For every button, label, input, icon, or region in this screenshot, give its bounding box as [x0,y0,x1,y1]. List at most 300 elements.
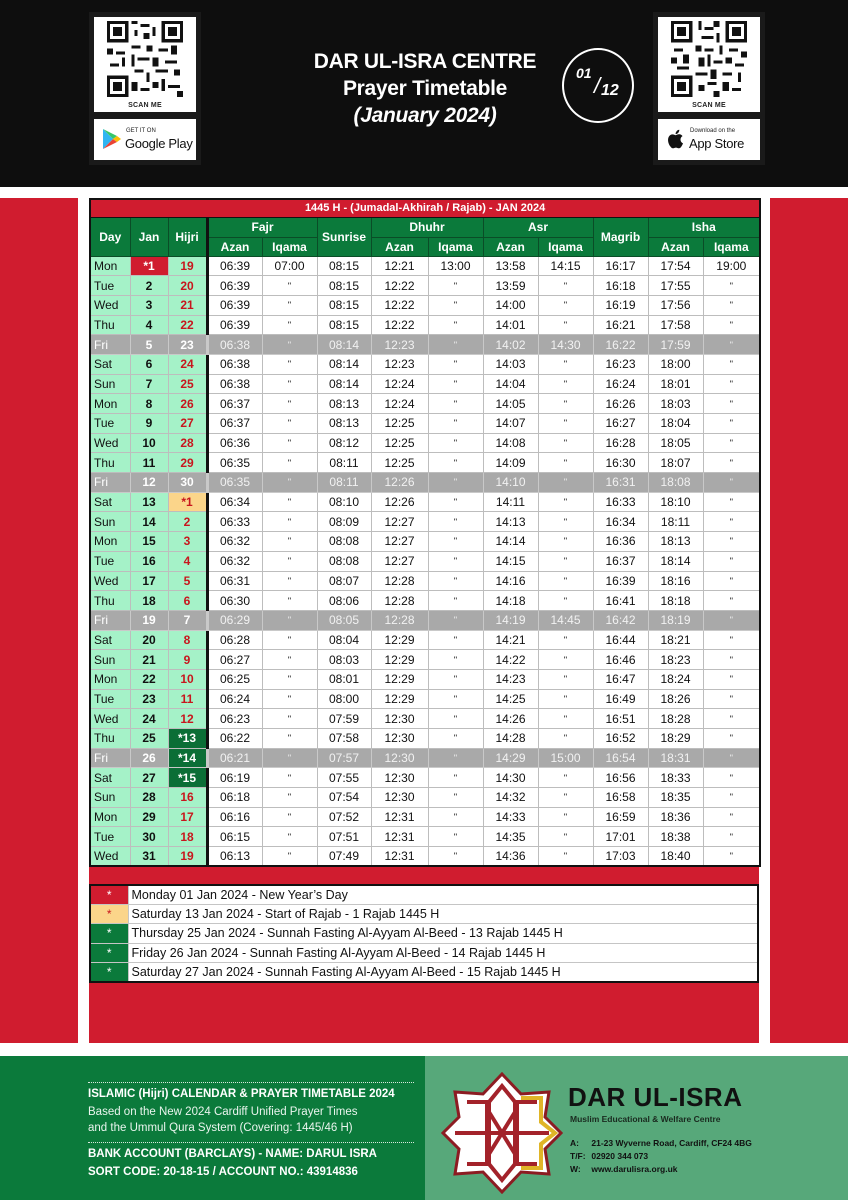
footer-desc-line: and the Ummul Qura System (Covering: 1445/46 H) [88,1122,353,1134]
cell-asr-iqama: " [538,591,593,611]
cell-asr-azan: 14:35 [483,827,538,847]
cell-dhuhr-azan: 12:28 [371,571,428,591]
left-qr-panel [89,12,201,165]
cell-isha-iqama: " [703,669,760,689]
cell-jan-date: 16 [130,551,168,571]
cell-fajr-azan: 06:39 [207,276,262,296]
cell-jan-date: 10 [130,433,168,453]
cell-fajr-azan: 06:27 [207,650,262,670]
cell-fajr-iqama: " [262,394,317,414]
table-row [90,591,760,611]
cell-jan-date: 12 [130,473,168,493]
cell-asr-azan: 13:58 [483,256,538,276]
cell-sunrise: 07:49 [317,847,371,867]
cell-asr-iqama: " [538,276,593,296]
cell-asr-iqama: 15:00 [538,748,593,768]
cell-magrib: 16:33 [593,492,648,512]
cell-hijri-date: 19 [168,847,207,867]
cell-isha-iqama: " [703,689,760,709]
cell-sunrise: 08:08 [317,551,371,571]
cell-isha-iqama: " [703,394,760,414]
cell-fajr-iqama: " [262,551,317,571]
col-header-asr-azan: Azan [483,237,538,256]
cell-isha-azan: 18:04 [648,414,703,434]
cell-asr-azan: 14:03 [483,354,538,374]
cell-hijri-date: 10 [168,669,207,689]
cell-hijri-date: 30 [168,473,207,493]
cell-fajr-azan: 06:19 [207,768,262,788]
table-row [90,827,760,847]
cell-isha-azan: 18:33 [648,768,703,788]
cell-jan-date: 5 [130,335,168,355]
cell-day: Mon [90,807,130,827]
cell-magrib: 16:56 [593,768,648,788]
cell-asr-iqama: " [538,689,593,709]
month-total: 12 [601,82,619,99]
cell-isha-azan: 17:56 [648,295,703,315]
cell-dhuhr-azan: 12:30 [371,788,428,808]
cell-asr-iqama: " [538,473,593,493]
cell-fajr-azan: 06:34 [207,492,262,512]
bank-account-numbers: SORT CODE: 20-18-15 / ACCOUNT NO.: 43914836 [88,1166,358,1178]
cell-hijri-date: 22 [168,315,207,335]
footer-organisation [425,1056,848,1200]
note-row [90,904,758,923]
col-header-fajr: Fajr [207,217,317,237]
contact-key: W: [570,1164,581,1174]
cell-fajr-iqama: " [262,591,317,611]
app-store-badge[interactable] [658,119,760,160]
cell-magrib: 16:42 [593,610,648,630]
cell-isha-azan: 18:35 [648,788,703,808]
timetable-body [90,256,760,866]
cell-day: Sat [90,768,130,788]
cell-magrib: 16:51 [593,709,648,729]
cell-magrib: 16:30 [593,453,648,473]
table-row [90,453,760,473]
col-header-dhuhr-azan: Azan [371,237,428,256]
cell-sunrise: 08:15 [317,315,371,335]
cell-magrib: 16:52 [593,729,648,749]
cell-fajr-azan: 06:28 [207,630,262,650]
cell-isha-azan: 18:24 [648,669,703,689]
cell-magrib: 16:59 [593,807,648,827]
cell-dhuhr-azan: 12:29 [371,689,428,709]
cell-dhuhr-iqama: " [428,571,483,591]
decor-strip-left [0,198,78,1043]
cell-magrib: 16:34 [593,512,648,532]
table-row [90,571,760,591]
cell-dhuhr-iqama: " [428,394,483,414]
cell-isha-azan: 18:31 [648,748,703,768]
asterisk-marker-icon: * [90,885,128,904]
cell-isha-azan: 18:08 [648,473,703,493]
cell-day: Fri [90,473,130,493]
cell-dhuhr-iqama: " [428,748,483,768]
cell-fajr-iqama: " [262,669,317,689]
table-row [90,492,760,512]
cell-asr-azan: 14:18 [483,591,538,611]
cell-dhuhr-azan: 12:30 [371,729,428,749]
cell-hijri-date: 18 [168,827,207,847]
cell-isha-iqama: " [703,512,760,532]
cell-day: Fri [90,748,130,768]
note-text: Thursday 25 Jan 2024 - Sunnah Fasting Al-Ayyam Al-Beed - 13 Rajab 1445 H [128,924,758,943]
note-text: Saturday 27 Jan 2024 - Sunnah Fasting Al-Ayyam Al-Beed - 15 Rajab 1445 H [128,963,758,982]
cell-sunrise: 08:15 [317,295,371,315]
cell-day: Sat [90,354,130,374]
cell-magrib: 16:17 [593,256,648,276]
table-row [90,610,760,630]
cell-day: Sun [90,788,130,808]
cell-sunrise: 08:11 [317,453,371,473]
table-row [90,433,760,453]
col-header-isha: Isha [648,217,760,237]
cell-dhuhr-iqama: " [428,374,483,394]
cell-magrib: 16:41 [593,591,648,611]
cell-day: Sun [90,512,130,532]
table-row [90,768,760,788]
cell-magrib: 16:18 [593,276,648,296]
cell-fajr-iqama: " [262,532,317,552]
cell-hijri-date: 17 [168,807,207,827]
cell-magrib: 16:47 [593,669,648,689]
footer-title: ISLAMIC (Hijri) CALENDAR & PRAYER TIMETABLE 2024 [88,1088,395,1100]
title-month: (January 2024) [353,104,497,127]
month-slash: / [594,73,601,98]
cell-asr-azan: 14:29 [483,748,538,768]
cell-fajr-iqama: " [262,354,317,374]
cell-jan-date: 4 [130,315,168,335]
cell-asr-iqama: " [538,295,593,315]
contact-address [570,1138,752,1148]
cell-jan-date: 15 [130,532,168,552]
cell-dhuhr-azan: 12:23 [371,335,428,355]
cell-magrib: 16:49 [593,689,648,709]
cell-fajr-iqama: " [262,512,317,532]
cell-asr-azan: 13:59 [483,276,538,296]
cell-sunrise: 08:07 [317,571,371,591]
cell-jan-date: 27 [130,768,168,788]
cell-day: Wed [90,295,130,315]
cell-fajr-azan: 06:16 [207,807,262,827]
cell-asr-azan: 14:02 [483,335,538,355]
cell-hijri-date: 11 [168,689,207,709]
store-small-text: Download on the [690,128,736,134]
col-header-hijri: Hijri [168,217,207,256]
cell-jan-date: 17 [130,571,168,591]
table-row [90,414,760,434]
cell-isha-iqama: " [703,807,760,827]
cell-isha-azan: 18:29 [648,729,703,749]
cell-asr-azan: 14:25 [483,689,538,709]
col-header-isha-azan: Azan [648,237,703,256]
cell-fajr-azan: 06:39 [207,256,262,276]
cell-asr-azan: 14:26 [483,709,538,729]
cell-sunrise: 08:06 [317,591,371,611]
table-row [90,788,760,808]
dar-ul-isra-logo-icon [441,1072,563,1194]
cell-isha-iqama: " [703,473,760,493]
cell-dhuhr-azan: 12:22 [371,315,428,335]
cell-jan-date: 31 [130,847,168,867]
cell-isha-azan: 18:13 [648,532,703,552]
google-play-badge[interactable] [94,119,196,160]
cell-fajr-azan: 06:37 [207,414,262,434]
table-row [90,551,760,571]
cell-jan-date: 18 [130,591,168,611]
cell-isha-azan: 18:00 [648,354,703,374]
cell-dhuhr-azan: 12:28 [371,591,428,611]
cell-asr-iqama: " [538,768,593,788]
cell-fajr-azan: 06:39 [207,315,262,335]
cell-asr-iqama: " [538,729,593,749]
cell-dhuhr-iqama: " [428,669,483,689]
cell-dhuhr-azan: 12:25 [371,414,428,434]
cell-jan-date: 13 [130,492,168,512]
cell-day: Wed [90,709,130,729]
cell-dhuhr-azan: 12:27 [371,512,428,532]
cell-asr-azan: 14:19 [483,610,538,630]
col-header-asr: Asr [483,217,593,237]
cell-magrib: 16:46 [593,650,648,670]
table-row [90,748,760,768]
col-header-sunrise: Sunrise [317,217,371,256]
cell-sunrise: 08:14 [317,374,371,394]
cell-isha-azan: 18:28 [648,709,703,729]
cell-fajr-azan: 06:39 [207,295,262,315]
cell-dhuhr-azan: 12:31 [371,847,428,867]
cell-sunrise: 07:51 [317,827,371,847]
cell-asr-iqama: " [538,571,593,591]
cell-hijri-date: 7 [168,610,207,630]
cell-hijri-date: 25 [168,374,207,394]
table-row [90,709,760,729]
cell-isha-azan: 17:58 [648,315,703,335]
cell-asr-azan: 14:11 [483,492,538,512]
qr-code-icon [106,21,184,97]
cell-fajr-azan: 06:31 [207,571,262,591]
cell-dhuhr-iqama: " [428,630,483,650]
cell-magrib: 16:21 [593,315,648,335]
cell-fajr-iqama: " [262,650,317,670]
cell-fajr-azan: 06:21 [207,748,262,768]
cell-fajr-iqama: 07:00 [262,256,317,276]
cell-day: Tue [90,689,130,709]
decor-strip-right [770,198,848,1043]
cell-hijri-date: 27 [168,414,207,434]
cell-hijri-date: 24 [168,354,207,374]
cell-sunrise: 08:13 [317,414,371,434]
cell-sunrise: 08:15 [317,276,371,296]
cell-day: Tue [90,414,130,434]
cell-fajr-azan: 06:36 [207,433,262,453]
cell-day: Sun [90,650,130,670]
cell-asr-iqama: 14:30 [538,335,593,355]
cell-hijri-date: *14 [168,748,207,768]
cell-fajr-azan: 06:32 [207,551,262,571]
cell-dhuhr-iqama: " [428,492,483,512]
cell-jan-date: 14 [130,512,168,532]
cell-hijri-date: 28 [168,433,207,453]
cell-isha-iqama: " [703,571,760,591]
cell-isha-azan: 18:40 [648,847,703,867]
cell-fajr-azan: 06:35 [207,453,262,473]
prayer-timetable [89,198,761,867]
cell-asr-azan: 14:22 [483,650,538,670]
table-row [90,295,760,315]
col-header-dhuhr: Dhuhr [371,217,483,237]
cell-day: Mon [90,394,130,414]
cell-asr-azan: 14:14 [483,532,538,552]
cell-sunrise: 08:00 [317,689,371,709]
cell-dhuhr-iqama: " [428,473,483,493]
cell-asr-azan: 14:23 [483,669,538,689]
phone-text[interactable]: 02920 344 073 [591,1151,649,1161]
table-row [90,512,760,532]
cell-dhuhr-azan: 12:29 [371,650,428,670]
cell-dhuhr-azan: 12:21 [371,256,428,276]
cell-fajr-azan: 06:38 [207,374,262,394]
cell-day: Mon [90,532,130,552]
cell-fajr-iqama: " [262,473,317,493]
col-header-dhuhr-iqama: Iqama [428,237,483,256]
asterisk-marker-icon: * [90,924,128,943]
contact-key: A: [570,1138,579,1148]
cell-isha-azan: 18:16 [648,571,703,591]
cell-dhuhr-azan: 12:31 [371,827,428,847]
col-header-day: Day [90,217,130,256]
table-row [90,394,760,414]
cell-isha-iqama: " [703,354,760,374]
cell-dhuhr-azan: 12:30 [371,768,428,788]
cell-isha-iqama: " [703,492,760,512]
cell-magrib: 16:23 [593,354,648,374]
cell-isha-azan: 18:19 [648,610,703,630]
cell-hijri-date: 5 [168,571,207,591]
cell-sunrise: 07:59 [317,709,371,729]
cell-hijri-date: 21 [168,295,207,315]
cell-dhuhr-azan: 12:22 [371,295,428,315]
cell-hijri-date: 4 [168,551,207,571]
note-text: Friday 26 Jan 2024 - Sunnah Fasting Al-Ayyam Al-Beed - 14 Rajab 1445 H [128,943,758,962]
cell-magrib: 16:27 [593,414,648,434]
col-header-magrib: Magrib [593,217,648,256]
cell-day: Tue [90,827,130,847]
cell-dhuhr-iqama: " [428,433,483,453]
table-row [90,807,760,827]
divider [88,1082,414,1083]
cell-isha-iqama: " [703,532,760,552]
cell-asr-azan: 14:10 [483,473,538,493]
cell-asr-iqama: " [538,394,593,414]
cell-dhuhr-azan: 12:29 [371,669,428,689]
table-row [90,374,760,394]
cell-dhuhr-azan: 12:25 [371,453,428,473]
cell-dhuhr-azan: 12:30 [371,709,428,729]
cell-fajr-iqama: " [262,729,317,749]
cell-jan-date: 28 [130,788,168,808]
cell-isha-azan: 18:38 [648,827,703,847]
cell-jan-date: 24 [130,709,168,729]
store-name: Google Play [125,136,193,151]
month-badge [562,48,634,123]
cell-dhuhr-iqama: " [428,768,483,788]
cell-fajr-iqama: " [262,689,317,709]
cell-asr-azan: 14:08 [483,433,538,453]
cell-fajr-iqama: " [262,630,317,650]
cell-fajr-iqama: " [262,433,317,453]
scan-me-label: SCAN ME [128,102,162,109]
cell-jan-date: 25 [130,729,168,749]
cell-hijri-date: 23 [168,335,207,355]
cell-dhuhr-iqama: " [428,709,483,729]
cell-magrib: 17:01 [593,827,648,847]
cell-fajr-azan: 06:38 [207,335,262,355]
cell-dhuhr-iqama: " [428,551,483,571]
cell-dhuhr-iqama: " [428,295,483,315]
store-small-text: GET IT ON [126,128,156,134]
asterisk-marker-icon: * [90,943,128,962]
cell-isha-azan: 18:36 [648,807,703,827]
cell-sunrise: 08:14 [317,354,371,374]
cell-isha-azan: 17:54 [648,256,703,276]
note-row [90,885,758,904]
cell-isha-iqama: " [703,551,760,571]
apple-icon [666,128,686,150]
contact-key: T/F: [570,1151,586,1161]
cell-sunrise: 08:13 [317,394,371,414]
cell-dhuhr-azan: 12:26 [371,492,428,512]
cell-asr-iqama: " [538,414,593,434]
timetable-panel [89,198,759,1043]
cell-fajr-iqama: " [262,571,317,591]
cell-dhuhr-azan: 12:31 [371,807,428,827]
cell-jan-date: 8 [130,394,168,414]
cell-hijri-date: 20 [168,276,207,296]
footer-description [88,1104,358,1136]
cell-magrib: 16:37 [593,551,648,571]
cell-sunrise: 08:03 [317,650,371,670]
table-row [90,729,760,749]
cell-hijri-date: *1 [168,492,207,512]
cell-day: Thu [90,315,130,335]
cell-dhuhr-iqama: " [428,335,483,355]
cell-sunrise: 08:08 [317,532,371,552]
qr-code-android[interactable] [94,17,196,112]
cell-isha-azan: 18:14 [648,551,703,571]
cell-dhuhr-iqama: " [428,512,483,532]
cell-fajr-azan: 06:30 [207,591,262,611]
cell-fajr-iqama: " [262,315,317,335]
cell-isha-iqama: " [703,295,760,315]
qr-code-ios[interactable] [658,17,760,112]
cell-magrib: 16:31 [593,473,648,493]
cell-fajr-azan: 06:22 [207,729,262,749]
website-link[interactable]: www.darulisra.org.uk [591,1164,678,1174]
cell-asr-azan: 14:21 [483,630,538,650]
cell-jan-date: 6 [130,354,168,374]
cell-asr-azan: 14:13 [483,512,538,532]
cell-hijri-date: 3 [168,532,207,552]
cell-sunrise: 07:55 [317,768,371,788]
note-row [90,963,758,982]
cell-fajr-iqama: " [262,788,317,808]
cell-dhuhr-azan: 12:26 [371,473,428,493]
cell-asr-iqama: " [538,315,593,335]
header-banner [0,0,848,187]
cell-isha-iqama: " [703,276,760,296]
